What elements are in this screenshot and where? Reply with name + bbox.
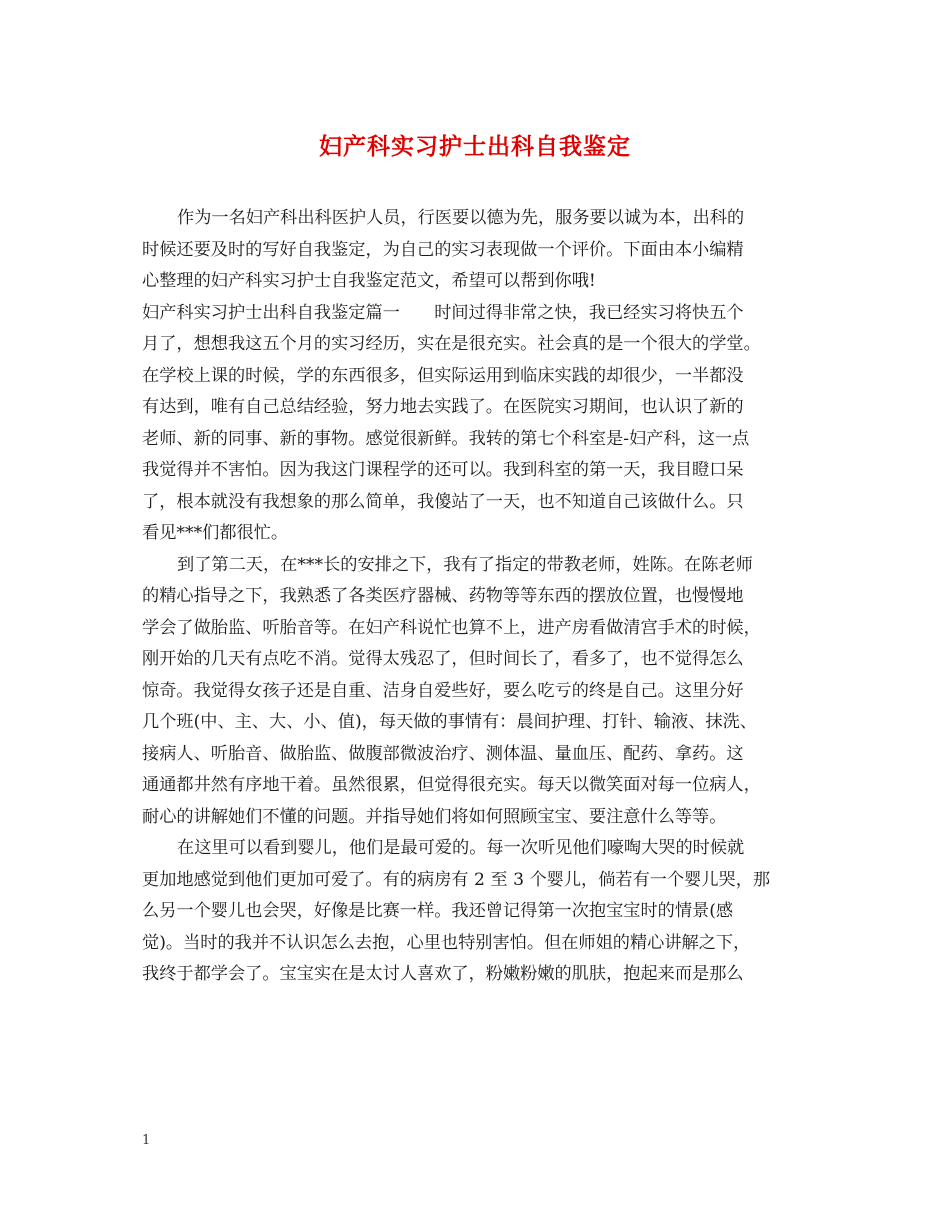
page-number: 1: [142, 1133, 151, 1148]
body-line: 我终于都学会了。宝宝实在是太讨人喜欢了，粉嫩粉嫩的肌肤，抱起来而是那么: [142, 964, 744, 984]
body-line: 作为一名妇产科出科医护人员，行医要以德为先，服务要以诚为本，出科的: [177, 208, 745, 228]
body-line: 觉)。当时的我并不认识怎么去抱，心里也特别害怕。但在师姐的精心讲解之下，: [142, 932, 751, 953]
body-line: 更加地感觉到他们更加可爱了。有的病房有 2 至 3 个婴儿，倘若有一个婴儿哭，那: [142, 869, 771, 890]
body-line: 到了第二天，在***长的安排之下，我有了指定的带教老师，姓陈。在陈老师: [177, 554, 753, 575]
body-line: 时候还要及时的写好自我鉴定，为自己的实习表现做一个评价。下面由本小编精: [142, 239, 744, 260]
body-line: 我觉得并不害怕。因为我这门课程学的还可以。我到科室的第一天，我目瞪口呆: [142, 460, 744, 480]
body-line: 心整理的妇产科实习护士自我鉴定范文，希望可以帮到你哦!: [142, 271, 596, 291]
body-line: 老师、新的同事、新的事物。感觉很新鲜。我转的第七个科室是-妇产科，这一点: [142, 428, 750, 449]
body-line: 了，根本就没有我想象的那么简单，我傻站了一天，也不知道自己该做什么。只: [142, 491, 744, 512]
body-line: 在这里可以看到婴儿，他们是最可爱的。每一次听见他们嚎啕大哭的时候就: [177, 838, 745, 858]
body-line: 通通都井然有序地干着。虽然很累，但觉得很充实。每天以微笑面对每一位病人，: [142, 775, 761, 795]
body-line: 耐心的讲解她们不懂的问题。并指导她们将如何照顾宝宝、要注意什么等等。: [142, 806, 727, 827]
body-line: 几个班(中、主、大、小、值)，每天做的事情有：晨间护理、打针、输液、抹洗、: [142, 712, 757, 732]
body-line: 看见***们都很忙。: [142, 523, 289, 543]
body-line: 有达到，唯有自己总结经验，努力地去实践了。在医院实习期间，也认识了新的: [142, 397, 744, 417]
document-body: [142, 203, 810, 991]
body-line: 么另一个婴儿也会哭，好像是比赛一样。我还曾记得第一次抱宝宝时的情景(感: [142, 901, 734, 921]
body-line: 刚开始的几天有点吃不消。觉得太残忍了，但时间长了，看多了，也不觉得怎么: [142, 649, 744, 669]
body-line: 学会了做胎监、听胎音等。在妇产科说忙也算不上，进产房看做清宫手术的时候，: [142, 617, 761, 638]
document-title: 妇产科实习护士出科自我鉴定: [319, 133, 631, 160]
body-line: 的精心指导之下，我熟悉了各类医疗器械、药物等等东西的摆放位置，也慢慢地: [142, 586, 744, 606]
body-line: 妇产科实习护士出科自我鉴定篇一 时间过得非常之快，我已经实习将快五个: [142, 302, 744, 323]
body-line: 在学校上课的时候，学的东西很多，但实际运用到临床实践的却很少，一半都没: [142, 365, 744, 386]
body-line: 惊奇。我觉得女孩子还是自重、洁身自爱些好，要么吃亏的终是自己。这里分好: [142, 680, 744, 701]
body-line: 月了，想想我这五个月的实习经历，实在是很充实。社会真的是一个很大的学堂。: [142, 334, 761, 354]
body-line: 接病人、听胎音、做胎监、做腹部微波治疗、测体温、量血压、配药、拿药。这: [142, 743, 744, 764]
